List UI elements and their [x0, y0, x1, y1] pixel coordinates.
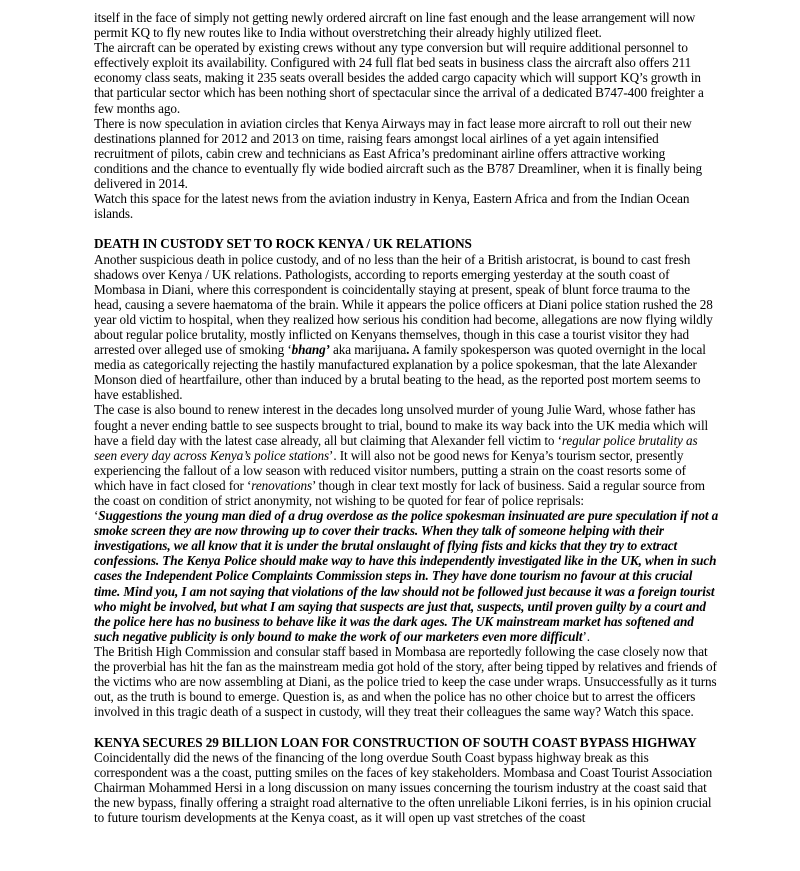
paragraph: Coincidentally did the news of the financing of the long overdue South Coast bypass highway break as this correspondent was a the coast, putting smiles on the faces of key stakeholders. Mombasa and Coast Tourist Association Chairman Mohammed Hersi in a long discussion on many issues concerning the tourism industry at the coast said that the new bypass, finally offering a straight road alternative to the often unreliable Likoni ferries, is in his opinion crucial to future tourism developments at the Kenya coast, as it will open up vast stretches of the coast — [94, 749, 713, 825]
paragraph: The British High Commission and consular staff based in Mombasa are reportedly following the case closely now that the proverbial has hit the fan as the mainstream media got hold of the story, after being tipped by relatives and friends of the victims who are now assembling at Diani, as the police tried to keep the case under wraps. Unsuccessfully as it turns out, as the truth is bound to emerge. Question is, as and when the police has no other choice but to arrest the officers involved in this tragic death of a suspect in custody, will they treat their colleagues the same way? Watch this space. — [94, 643, 717, 720]
italic-quote: regular police brutality as seen every day across Kenya’s police stations — [94, 432, 698, 463]
block-quote — [94, 508, 720, 644]
paragraph: The aircraft can be operated by existing crews without any type conversion but will require additional personnel to effectively exploit its availability. Configured with 24 full flat bed seats in business class the aircraft also offers 211 economy class seats, making it 235 seats overall besides the added cargo capacity which will support KQ’s growth in that particular sector which has been nothing short of spectacular since the arrival of a dedicated B747-400 freighter a few months ago. — [94, 40, 704, 116]
text-run: ‘ — [94, 508, 99, 524]
italic-term: bhang’ — [291, 342, 330, 358]
text-run: aka marijuana — [329, 342, 407, 358]
italic-term: renovations — [251, 477, 312, 493]
text-run: The case is also bound to renew interest in the decades long unsolved murder of young Julie Ward, whose father has fought a never ending battle to see suspects brought to trial, bound to make its way back into the UK media which will have a field day with the latest case already, all but claiming that Alexander fell victim to ‘ — [94, 402, 709, 448]
text-run: Another suspicious death in police custody, and of no less than the heir of a British aristocrat, is bound to cast fresh shadows over Kenya / UK relations. Pathologists, according to reports emerging yesterday at the south coast of Mombasa in Diani, where this correspondent is coincidentally staying at present, speak of blunt force trauma to the head, causing a severe haematoma of the brain. While it appears the police officers at Diani police station rushed the 28 year old victim to hospital, when they realized how serious his condition had become, allegations are now flying wildly about regular police brutality, mostly inflicted on Kenyans themselves, though in this case a tourist visitor they had arrested over alleged use of smoking ‘ — [94, 251, 713, 358]
text-run: . — [406, 342, 410, 358]
paragraph — [94, 252, 720, 403]
section-gap — [94, 221, 720, 236]
document-page — [94, 10, 720, 825]
paragraph: itself in the face of simply not getting newly ordered aircraft on line fast enough and the lease arrangement will now permit KQ to fly new routes like to India without overstretching their already highly utilized fleet. — [94, 10, 696, 41]
article-headline: DEATH IN CUSTODY SET TO ROCK KENYA / UK RELATIONS — [94, 236, 472, 252]
text-run: ’ though in clear text mostly for lack of business. Said a regular source from the coast on condition of strict anonymity, not wishing to be quoted for fear of police reprisals: — [94, 477, 705, 508]
section-gap — [94, 719, 720, 734]
text-run: ’. — [582, 628, 590, 644]
quote-text: Suggestions the young man died of a drug overdose as the police spokesman insinuated are pure speculation if not a smoke screen they are now throwing up to cover their tracks. When they talk of someone helping with their investigations, we all know that it is under the brutal onslaught of flying fists and kicks that they try to extract confessions. The Kenya Police should make way to have this independently investigated like in the UK, when in such cases the Independent Police Complaints Commission steps in. They have done tourism no favour at this crucial time. Mind you, I am not saying that violations of the law should not be followed just because it was a foreign tourist who might be involved, but what I am saying that suspects are just that, suspects, until proven guilty by a court and the police here has no business to behave like it was the dark ages. The UK mainstream market has softened and such negative publicity is only bound to make the work of our marketers even more difficult — [94, 508, 719, 644]
text-run: A family spokesperson was quoted overnight in the local media as categorically rejecting the hastily manufactured explanation by a police spokesman, that the late Alexander Monson died of heartfailure, other than induced by a brutal beating to the head, as the reported post mortem seems to have established. — [94, 342, 706, 403]
paragraph: Watch this space for the latest news from the aviation industry in Kenya, Eastern Africa and from the Indian Ocean islands. — [94, 191, 690, 222]
article-headline: KENYA SECURES 29 BILLION LOAN FOR CONSTRUCTION OF SOUTH COAST BYPASS HIGHWAY — [94, 734, 697, 750]
paragraph — [94, 402, 720, 508]
text-run: ’. It will also not be good news for Kenya’s tourism sector, presently experiencing the fallout of a low season with reduced visitor numbers, putting a strain on the coast resorts some of which have in fact closed for ‘ — [94, 447, 686, 493]
paragraph: There is now speculation in aviation circles that Kenya Airways may in fact lease more aircraft to roll out their new destinations planned for 2012 and 2013 on time, raising fears amongst local airlines of a yet again intensified recruitment of pilots, cabin crew and technicians as East Africa’s predominant airline offers attractive working conditions and the chance to eventually fly wide bodied aircraft such as the B787 Dreamliner, when it is finally being delivered in 2014. — [94, 115, 703, 192]
